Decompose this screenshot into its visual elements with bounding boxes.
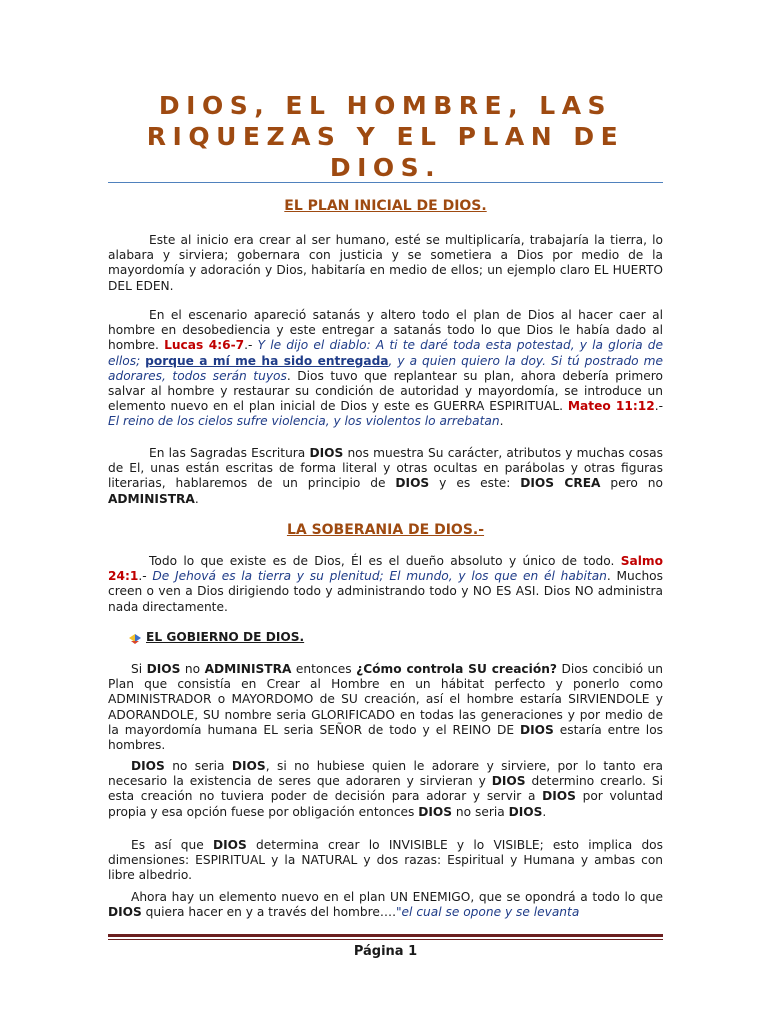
paragraph-5: Si DIOS no ADMINISTRA entonces ¿Cómo controla SU creación? Dios concibió un Plan que consistía en Crear al Hombre en un hábitat perfecto y ponerlo como ADMINISTRADOR o MAYORDOMO de SU creación, así el hombre estaría SIRVIENDOLE y ADORANDOLE, SU nombre seria GLORIFICADO en todas las generaciones y por medio de la mayordomía humana EL seria SEÑOR de todo y el REINO DE DIOS estaría entre los hombres.	[108, 662, 663, 753]
footer-divider-thick	[108, 934, 663, 937]
paragraph-2: En el escenario apareció satanás y altero todo el plan de Dios al hacer caer al hombre en desobediencia y este entregar a satanás todo lo que Dios le había dado al hombre. Lucas 4:6-7.- Y le dijo el diablo: A ti te daré toda esta potestad, y la gloria de ellos; porque a mí me ha sido entregada, y a quien quiero la doy. Si tú postrado me adorares, todos serán tuyos. Dios tuvo que replantear su plan, ahora debería primero salvar al hombre y restaurar su condición de autoridad y mayordomía, se introduce un elemento nuevo en el plan inicial de Dios y este es GUERRA ESPIRITUAL. Mateo 11:12.- El reino de los cielos sufre violencia, y los violentos lo arrebatan.	[108, 308, 664, 429]
section-heading-soberania: LA SOBERANIA DE DIOS.-	[286, 522, 485, 538]
paragraph-6: DIOS no seria DIOS, si no hubiese quien le adorare y sirviere, por lo tanto era necesario la existencia de seres que adoraren y sirvieran y DIOS determino crearlo. Si esta creación no tuviera poder de decisión para adorar y servir a DIOS por voluntad propia y esa opción fuese por obligación entonces DIOS no seria DIOS.	[108, 759, 663, 819]
section-heading-plan-inicial: EL PLAN INICIAL DE DIOS.	[284, 198, 487, 214]
paragraph-3: En las Sagradas Escritura DIOS nos muestra Su carácter, atributos y muchas cosas de El, unas están escritas de forma literal y otras ocultas en parábolas y otras figuras literarias, hablaremos de un principio de DIOS y es este: DIOS CREA pero no ADMINISTRA.	[108, 446, 663, 506]
bullet-icon	[128, 632, 142, 644]
bible-ref-lucas: Lucas 4:6-7	[164, 338, 245, 353]
bible-ref-salmo: Salmo 24:1	[108, 554, 663, 584]
paragraph-1: Este al inicio era crear al ser humano, esté se multiplicaría, trabajaría la tierra, lo alabara y sirviera; gobernara con justicia y se sometiera a Dios por medio de la mayordomía y adoración y Dios, habitaría en medio de ellos; un ejemplo claro EL HUERTO DEL EDEN.	[108, 233, 663, 293]
paragraph-7: Es así que DIOS determina crear lo INVISIBLE y lo VISIBLE; esto implica dos dimensiones: ESPIRITUAL y la NATURAL y dos razas: Espiritual y Humana y ambas con libre albedrio.	[108, 838, 663, 883]
paragraph-4: Todo lo que existe es de Dios, Él es el dueño absoluto y único de todo. Salmo 24:1.- De Jehová es la tierra y su plenitud; El mundo, y los que en él habitan. Muchos creen o ven a Dios dirigiendo todo y administrando todo y NO ES ASI. Dios NO administra nada directamente.	[108, 554, 663, 614]
page-number: Página 1	[353, 944, 418, 959]
subheading-gobierno: EL GOBIERNO DE DIOS.	[146, 630, 305, 644]
title-divider	[108, 182, 663, 183]
bible-ref-mateo: Mateo 11:12	[567, 399, 655, 414]
document-title: DIOS, EL HOMBRE, LAS RIQUEZAS Y EL PLAN DE DIOS.	[146, 91, 625, 182]
paragraph-8: Ahora hay un elemento nuevo en el plan UN ENEMIGO, que se opondrá a todo lo que DIOS quiera hacer en y a través del hombre…."el cual se opone y se levanta	[108, 890, 663, 920]
footer-divider-thin	[108, 939, 663, 940]
